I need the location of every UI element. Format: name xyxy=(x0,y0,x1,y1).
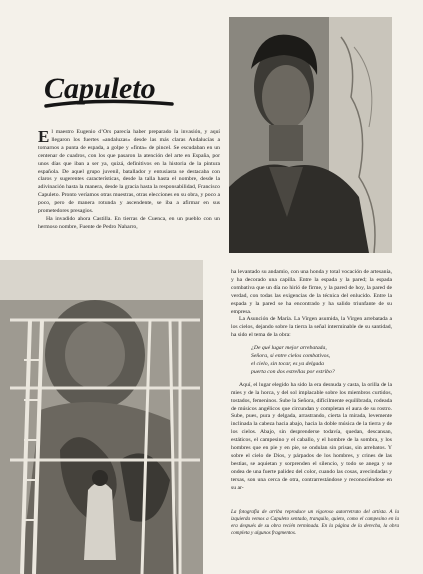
intro-text xyxy=(38,129,220,232)
intro-paragraph-2: Ha invadido ahora Castilla. En tierras de Cuenca, en un pueblo con un hermoso nombre, Fuente de Pedro Naharro, xyxy=(38,215,220,230)
body-paragraph-3: Aquí, el lugar elegido ha sido la era desnuda y casta, la orilla de la mies y de la horca, y del sol implacable sobre los miembros curtidos, tostados, femeninos. Sube la Señora, difícilmente equilibrada, rodeada de músicos angélicos que circundan y completan el aura de su rostro. Sube, pues, pura y delgada, arrastrando, cierta la mirada, levemente inclinada la cabeza hacia abajo, hacia la doble música de la tierra y de los cielos. Abajo, sin desprenderse todavía, quedan, descansan, estáticos, el campesino y el caballo, y el hombre de la sombra, y los hombres que en pie y en pie, se ondulan sin prisas, sin arrebatos. Y sobre el cielo de Dios, y párpados de los hombres, y crines de las bestias, se aquietan y sorprenden el silencio, y todo se anega y se ondea de una fuerte palidez del color, cuando las cosas, avecindadas y tersas, son una cerca de otra, contrarrestándose y reconociéndose en su ar- xyxy=(231,381,392,491)
artist-name-logo xyxy=(40,62,190,114)
intro-paragraph-1 xyxy=(38,129,220,216)
photo-caption: La fotografía de arriba reproduce un vigoroso autorretrato del artista. A la izquierda vemos a Capuleto sentado, tranquilo, quieto, como el campesino en la era después de su obra recién terminada. En la página de la derecha, la obra completa y algunos fragmentos. xyxy=(231,509,399,536)
article-column xyxy=(231,269,392,492)
poem-line: puerta con dos estrellas por estribo? xyxy=(251,368,335,375)
artist-portrait-photo xyxy=(229,17,392,253)
poem-line: Señora, si entre cielos combativos, xyxy=(251,353,331,360)
body-paragraph-2: La Asunción de María. La Virgen asumida, la Virgen arrebatada a los cielos, dejando sobre la tierra la señal interminable de su santidad, ha sido el tema de la obra: xyxy=(231,316,392,339)
intro-paragraph-1-text: l maestro Eugenio d’Ors parecía haber preparado la invasión, y aquí llegaron los fuertes «andaluzas» desde las más claras Andalucías a tomarnos a punta de espada, a golpe y «finta» de pincel. Se escudaban en un centenar de cuadros, con los que pasaron la atención del arte en España, por unos días que iban a ser ya, quizá, definitivos en la historia de la pintura española. De aquel grupo juvenil, batallador y entusiasta se destacaba con claros y sugerentes características, desde la talla hasta el nombre, desde la adivinación hasta la manera, desde la gracia hasta la responsabilidad, Francisco Capuleto. Pronto veríamos otras muestras, otras elecciones en su obra, y poco a poco, pero de manera rotunda y ascendente, se iba a afirmar en sus prometedores presagios. xyxy=(38,129,220,215)
poem-line: ¿De qué lugar mejor arrebatada, xyxy=(251,345,327,352)
body-paragraph-1: ha levantado su andamio, con una honda y total vocación de artesanía, y ha decorado una capilla. Entre la espada y la pared; la espada combativa que un día no hirió de firme, y la pared de hoy, la pared de verdad, con todas las exigencias de la técnica del enlucido. Entre la espada y la pared se ha encontrado y ha salido triunfante de su empresa. xyxy=(231,269,392,315)
poem-line: el cielo, sin tocar, es ya delgada xyxy=(251,360,324,367)
mural-scaffold-photo xyxy=(0,260,203,574)
poem-stanza xyxy=(251,345,392,377)
drop-cap: E xyxy=(38,127,50,146)
logo-signature: Capuleto xyxy=(44,72,156,105)
